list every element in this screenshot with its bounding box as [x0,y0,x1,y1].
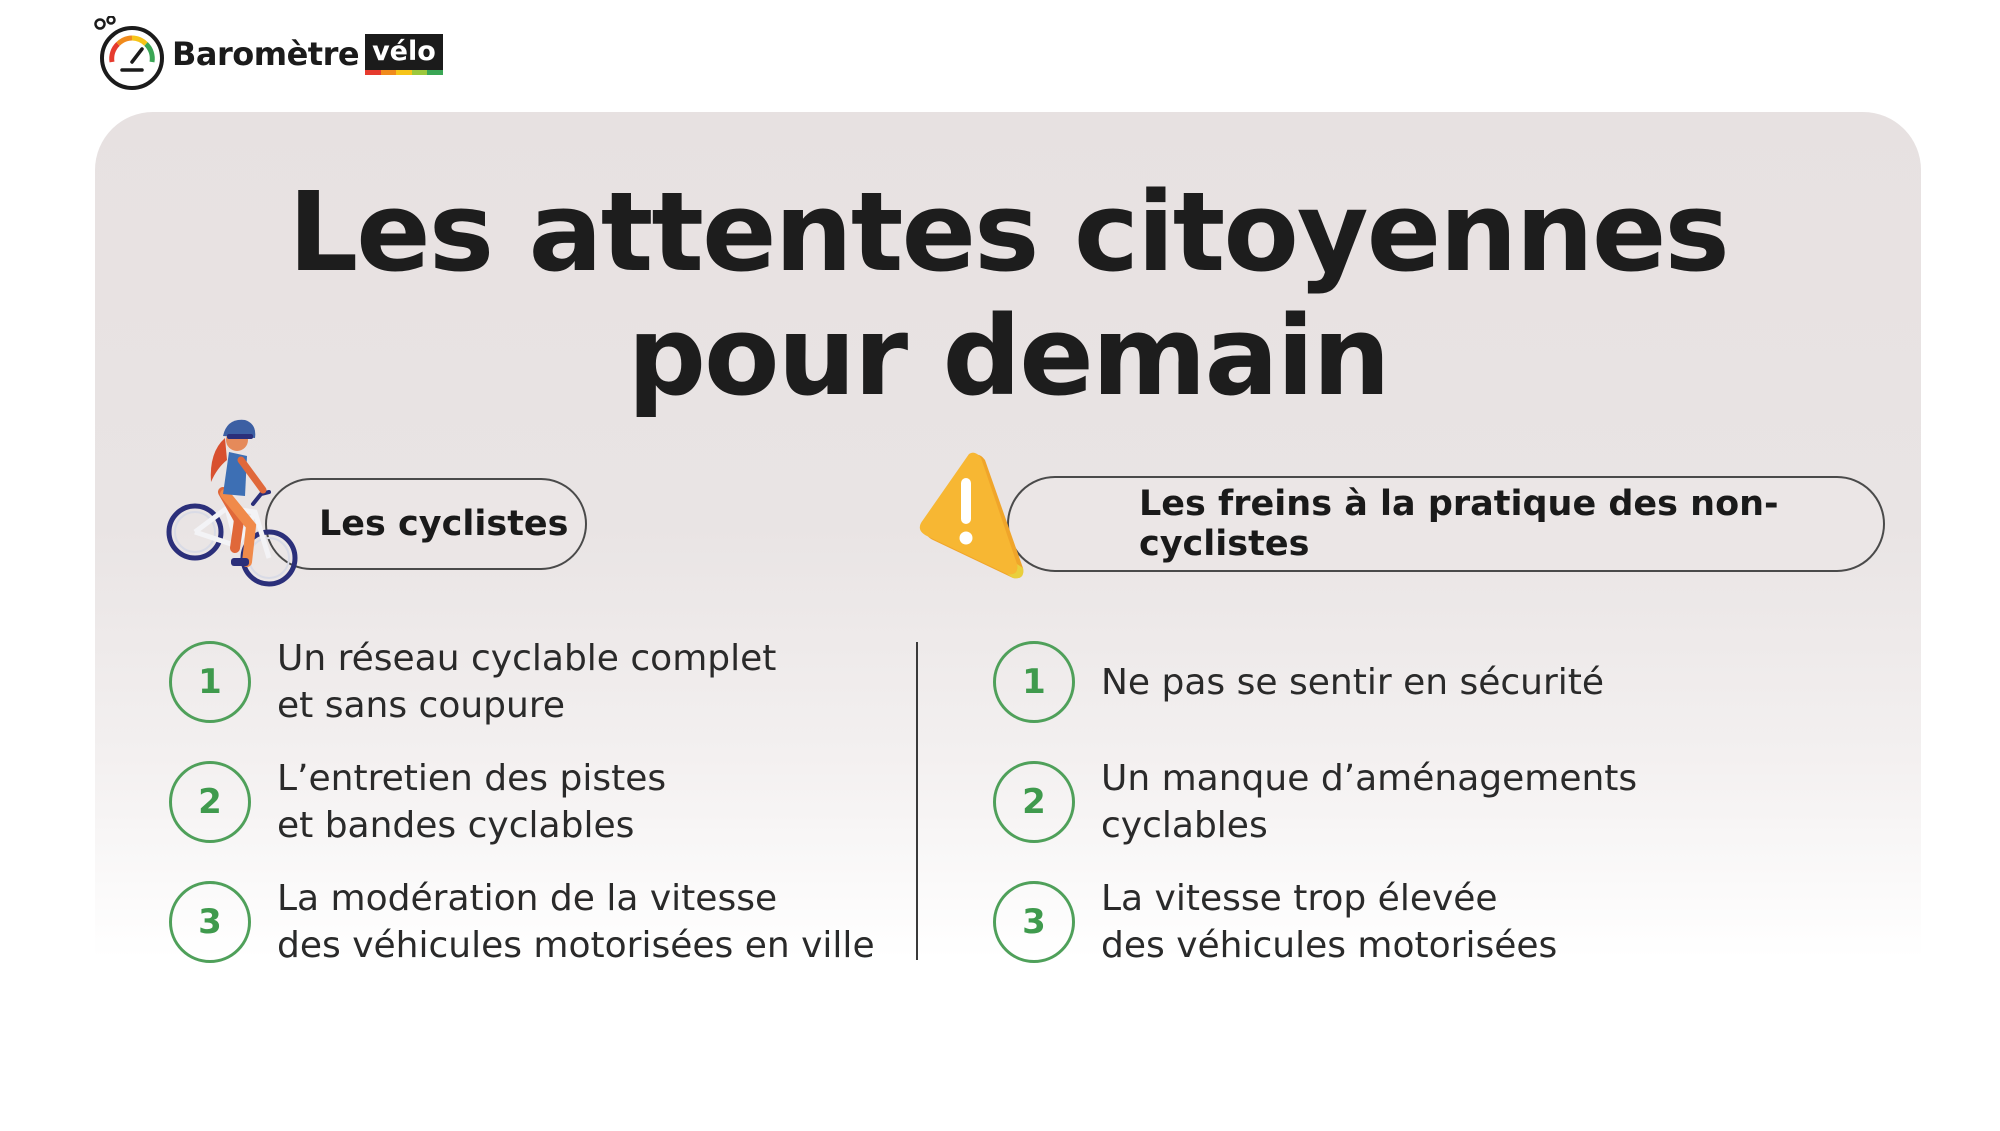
number-badge: 3 [169,881,251,963]
title-line-1: Les attentes citoyennes [288,168,1728,296]
number-badge: 3 [993,881,1075,963]
list-item [169,622,889,742]
speedometer-icon [92,16,168,92]
list-item [993,862,1853,982]
number-badge: 2 [169,761,251,843]
cyclists-expectations-list [169,622,889,982]
list-item [993,622,1853,742]
page-title [95,170,1921,418]
list-item-text: La modération de la vitesse des véhicules motorisées en ville [277,878,875,966]
warning-icon [913,448,1035,586]
list-item-text: Un réseau cyclable complet et sans coupure [277,638,777,726]
number-badge: 1 [169,641,251,723]
list-item [993,742,1853,862]
column-divider [916,642,918,960]
brand-logo [92,14,443,94]
non-cyclists-heading-pill [1007,476,1885,572]
non-cyclists-heading: Les freins à la pratique des non-cyclistes [1139,484,1779,564]
list-item [169,742,889,862]
brand-name: Baromètre [172,35,360,73]
list-item-text: L’entretien des pistes et bandes cyclables [277,758,667,846]
list-item-text: La vitesse trop élevée des véhicules motorisées [1101,878,1558,966]
cyclists-heading: Les cyclistes [319,504,569,544]
number-badge: 1 [993,641,1075,723]
brand-tag [365,34,443,75]
content-card [95,112,1921,1032]
brand-tag-label: vélo [372,35,436,67]
brand-color-stripes [365,70,443,75]
list-item [169,862,889,982]
non-cyclists-barriers-list [993,622,1853,982]
list-item-text: Un manque d’aménagements cyclables [1101,758,1638,846]
number-badge: 2 [993,761,1075,843]
cyclists-heading-pill [265,478,587,570]
title-line-2: pour demain [627,292,1389,420]
cyclist-illustration-icon [165,408,305,604]
list-item-text: Ne pas se sentir en sécurité [1101,661,1605,703]
